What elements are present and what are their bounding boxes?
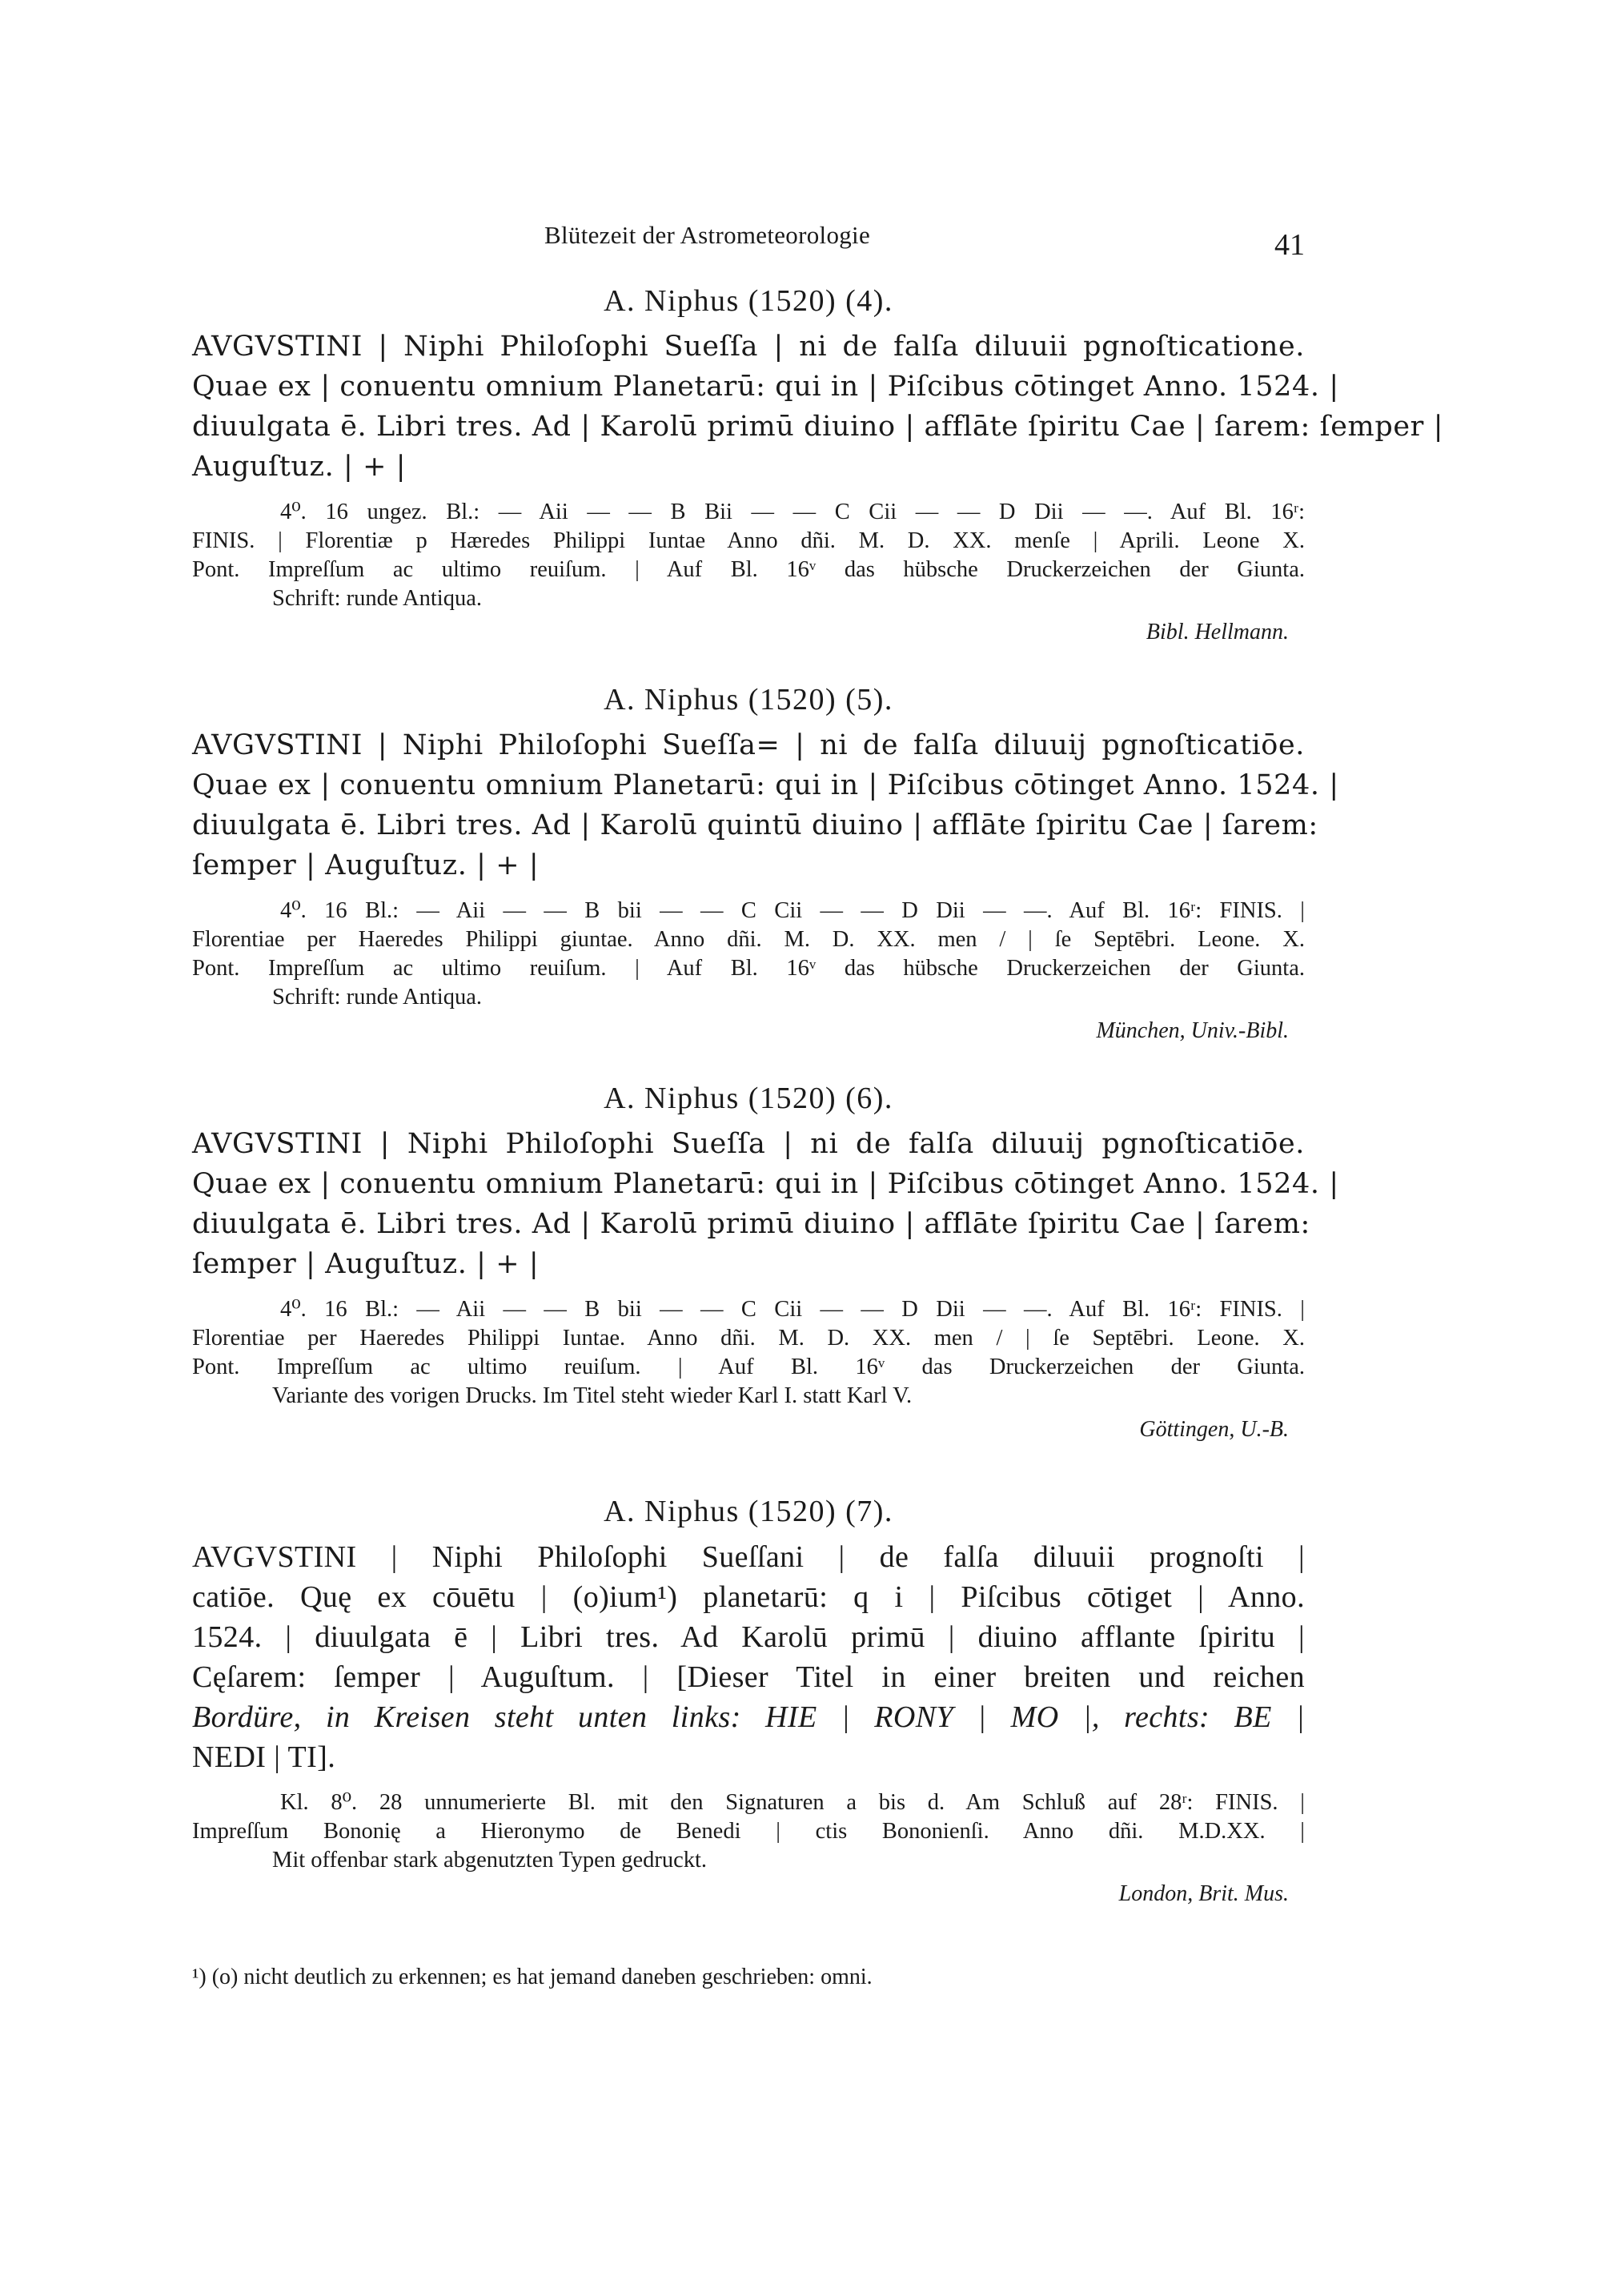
title-line: 1524. | diuulgata ē | Libri tres. Ad Karolū primū | diuino afflante ſpiritu | bbox=[192, 1620, 1305, 1654]
holding-library: München, Univ.-Bibl. bbox=[1096, 1018, 1289, 1043]
description-line: Impreſſum Bononię a Hieronymo de Benedi | ctis Bononienſi. Anno dñi. M.D.XX. | bbox=[192, 1819, 1305, 1844]
footnote: ¹) (o) nicht deutlich zu erkennen; es hat jemand daneben geschrieben: omni. bbox=[192, 1965, 873, 1989]
entry-heading: A. Niphus (1520) (6). bbox=[604, 1082, 893, 1115]
description-line: FINIS. | Florentiæ p Hæredes Philippi Iuntae Anno dñi. M. D. XX. menſe | Aprili. Leone X. bbox=[192, 528, 1305, 553]
title-line: AVGVSTINI | Niphi Philoſophi Sueſſa | ni de falſa diluuij pgnoſticatiōe. bbox=[192, 1128, 1305, 1160]
description-line: Variante des vorigen Drucks. Im Titel steht wieder Karl I. statt Karl V. bbox=[272, 1383, 913, 1408]
title-line: catiōe. Quę ex cōuētu | (o)ium¹) planetarū: q i | Piſcibus cōtiget | Anno. bbox=[192, 1580, 1305, 1614]
title-line: diuulgata ē. Libri tres. Ad | Karolū primū diuino | afflāte ſpiritu Cae | ſarem: bbox=[192, 1208, 1310, 1240]
title-line: ſemper | Auguſtuz. | + | bbox=[192, 1248, 540, 1280]
description-line: Kl. 8⁰. 28 unnumerierte Bl. mit den Signaturen a bis d. Am Schluß auf 28ʳ: FINIS. | bbox=[280, 1790, 1305, 1815]
title-line: Auguſtuz. | + | bbox=[192, 451, 407, 483]
bibliography-entry bbox=[192, 682, 1339, 1044]
title-line: AVGVSTINI | Niphi Philoſophi Sueſſa | ni de falſa diluuii pgnoſticatione. bbox=[192, 331, 1305, 363]
title-line: Quae ex | conuentu omnium Planetarū: qui in | Piſcibus cōtinget Anno. 1524. | bbox=[192, 769, 1339, 801]
entry-heading: A. Niphus (1520) (5). bbox=[604, 683, 893, 716]
title-line: ſemper | Auguſtuz. | + | bbox=[192, 849, 540, 881]
title-line: Quae ex | conuentu omnium Planetarū: qui in | Piſcibus cōtinget Anno. 1524. | bbox=[192, 371, 1339, 403]
holding-library: Bibl. Hellmann. bbox=[1146, 620, 1289, 644]
bibliography-entry bbox=[192, 1081, 1339, 1443]
running-title: Blütezeit der Astrometeorologie bbox=[544, 221, 871, 249]
title-line: NEDI | TI]. bbox=[192, 1740, 336, 1774]
holding-library: Göttingen, U.-B. bbox=[1139, 1417, 1289, 1442]
page-number: 41 bbox=[1274, 228, 1305, 262]
entry-heading: A. Niphus (1520) (7). bbox=[604, 1495, 893, 1528]
description-line: Schrift: runde Antiqua. bbox=[272, 586, 482, 611]
title-line: AVGVSTINI | Niphi Philoſophi Sueſſani | de falſa diluuii prognoſti | bbox=[192, 1540, 1305, 1574]
title-line: Cęſarem: ſemper | Auguſtum. | [Dieser Titel in einer breiten und reichen bbox=[192, 1660, 1305, 1694]
title-line: diuulgata ē. Libri tres. Ad | Karolū quintū diuino | afflāte ſpiritu Cae | ſarem: bbox=[192, 809, 1318, 841]
description-line: 4⁰. 16 ungez. Bl.: — Aii — — B Bii — — C Cii — — D Dii — —. Auf Bl. 16ʳ: bbox=[280, 500, 1305, 524]
description-line: Mit offenbar stark abgenutzten Typen gedruckt. bbox=[272, 1848, 708, 1873]
description-line: Pont. Impreſſum ac ultimo reuiſum. | Auf Bl. 16ᵛ das hübsche Druckerzeichen der Giunta. bbox=[192, 956, 1305, 981]
holding-library: London, Brit. Mus. bbox=[1118, 1881, 1289, 1906]
title-line: Bordüre, in Kreisen steht unten links: HIE | RONY | MO |, rechts: BE | bbox=[192, 1700, 1305, 1734]
entry-heading: A. Niphus (1520) (4). bbox=[604, 284, 893, 318]
description-line: Florentiae per Haeredes Philippi Iuntae. Anno dñi. M. D. XX. men / | ſe Septēbri. Leone. X. bbox=[192, 1326, 1305, 1351]
page-header bbox=[192, 221, 1305, 269]
description-line: Schrift: runde Antiqua. bbox=[272, 985, 482, 1010]
title-line: Quae ex | conuentu omnium Planetarū: qui in | Piſcibus cōtinget Anno. 1524. | bbox=[192, 1168, 1339, 1200]
title-line: diuulgata ē. Libri tres. Ad | Karolū primū diuino | afflāte ſpiritu Cae | ſarem: ſemper | bbox=[192, 411, 1444, 443]
bibliography-entry bbox=[192, 1494, 1305, 1907]
title-line: AVGVSTINI | Niphi Philoſophi Sueſſa= | ni de falſa diluuij pgnoſticatiōe. bbox=[192, 729, 1305, 761]
bibliography-entry bbox=[192, 283, 1444, 645]
description-line: Pont. Impreſſum ac ultimo reuiſum. | Auf Bl. 16ᵛ das Druckerzeichen der Giunta. bbox=[192, 1355, 1305, 1379]
description-line: Florentiae per Haeredes Philippi giuntae. Anno dñi. M. D. XX. men / | ſe Septēbri. Leone. X. bbox=[192, 927, 1305, 952]
description-line: 4⁰. 16 Bl.: — Aii — — B bii — — C Cii — — D Dii — —. Auf Bl. 16ʳ: FINIS. | bbox=[280, 898, 1305, 923]
description-line: 4⁰. 16 Bl.: — Aii — — B bii — — C Cii — — D Dii — —. Auf Bl. 16ʳ: FINIS. | bbox=[280, 1297, 1305, 1322]
description-line: Pont. Impreſſum ac ultimo reuiſum. | Auf Bl. 16ᵛ das hübsche Druckerzeichen der Giunta. bbox=[192, 557, 1305, 582]
